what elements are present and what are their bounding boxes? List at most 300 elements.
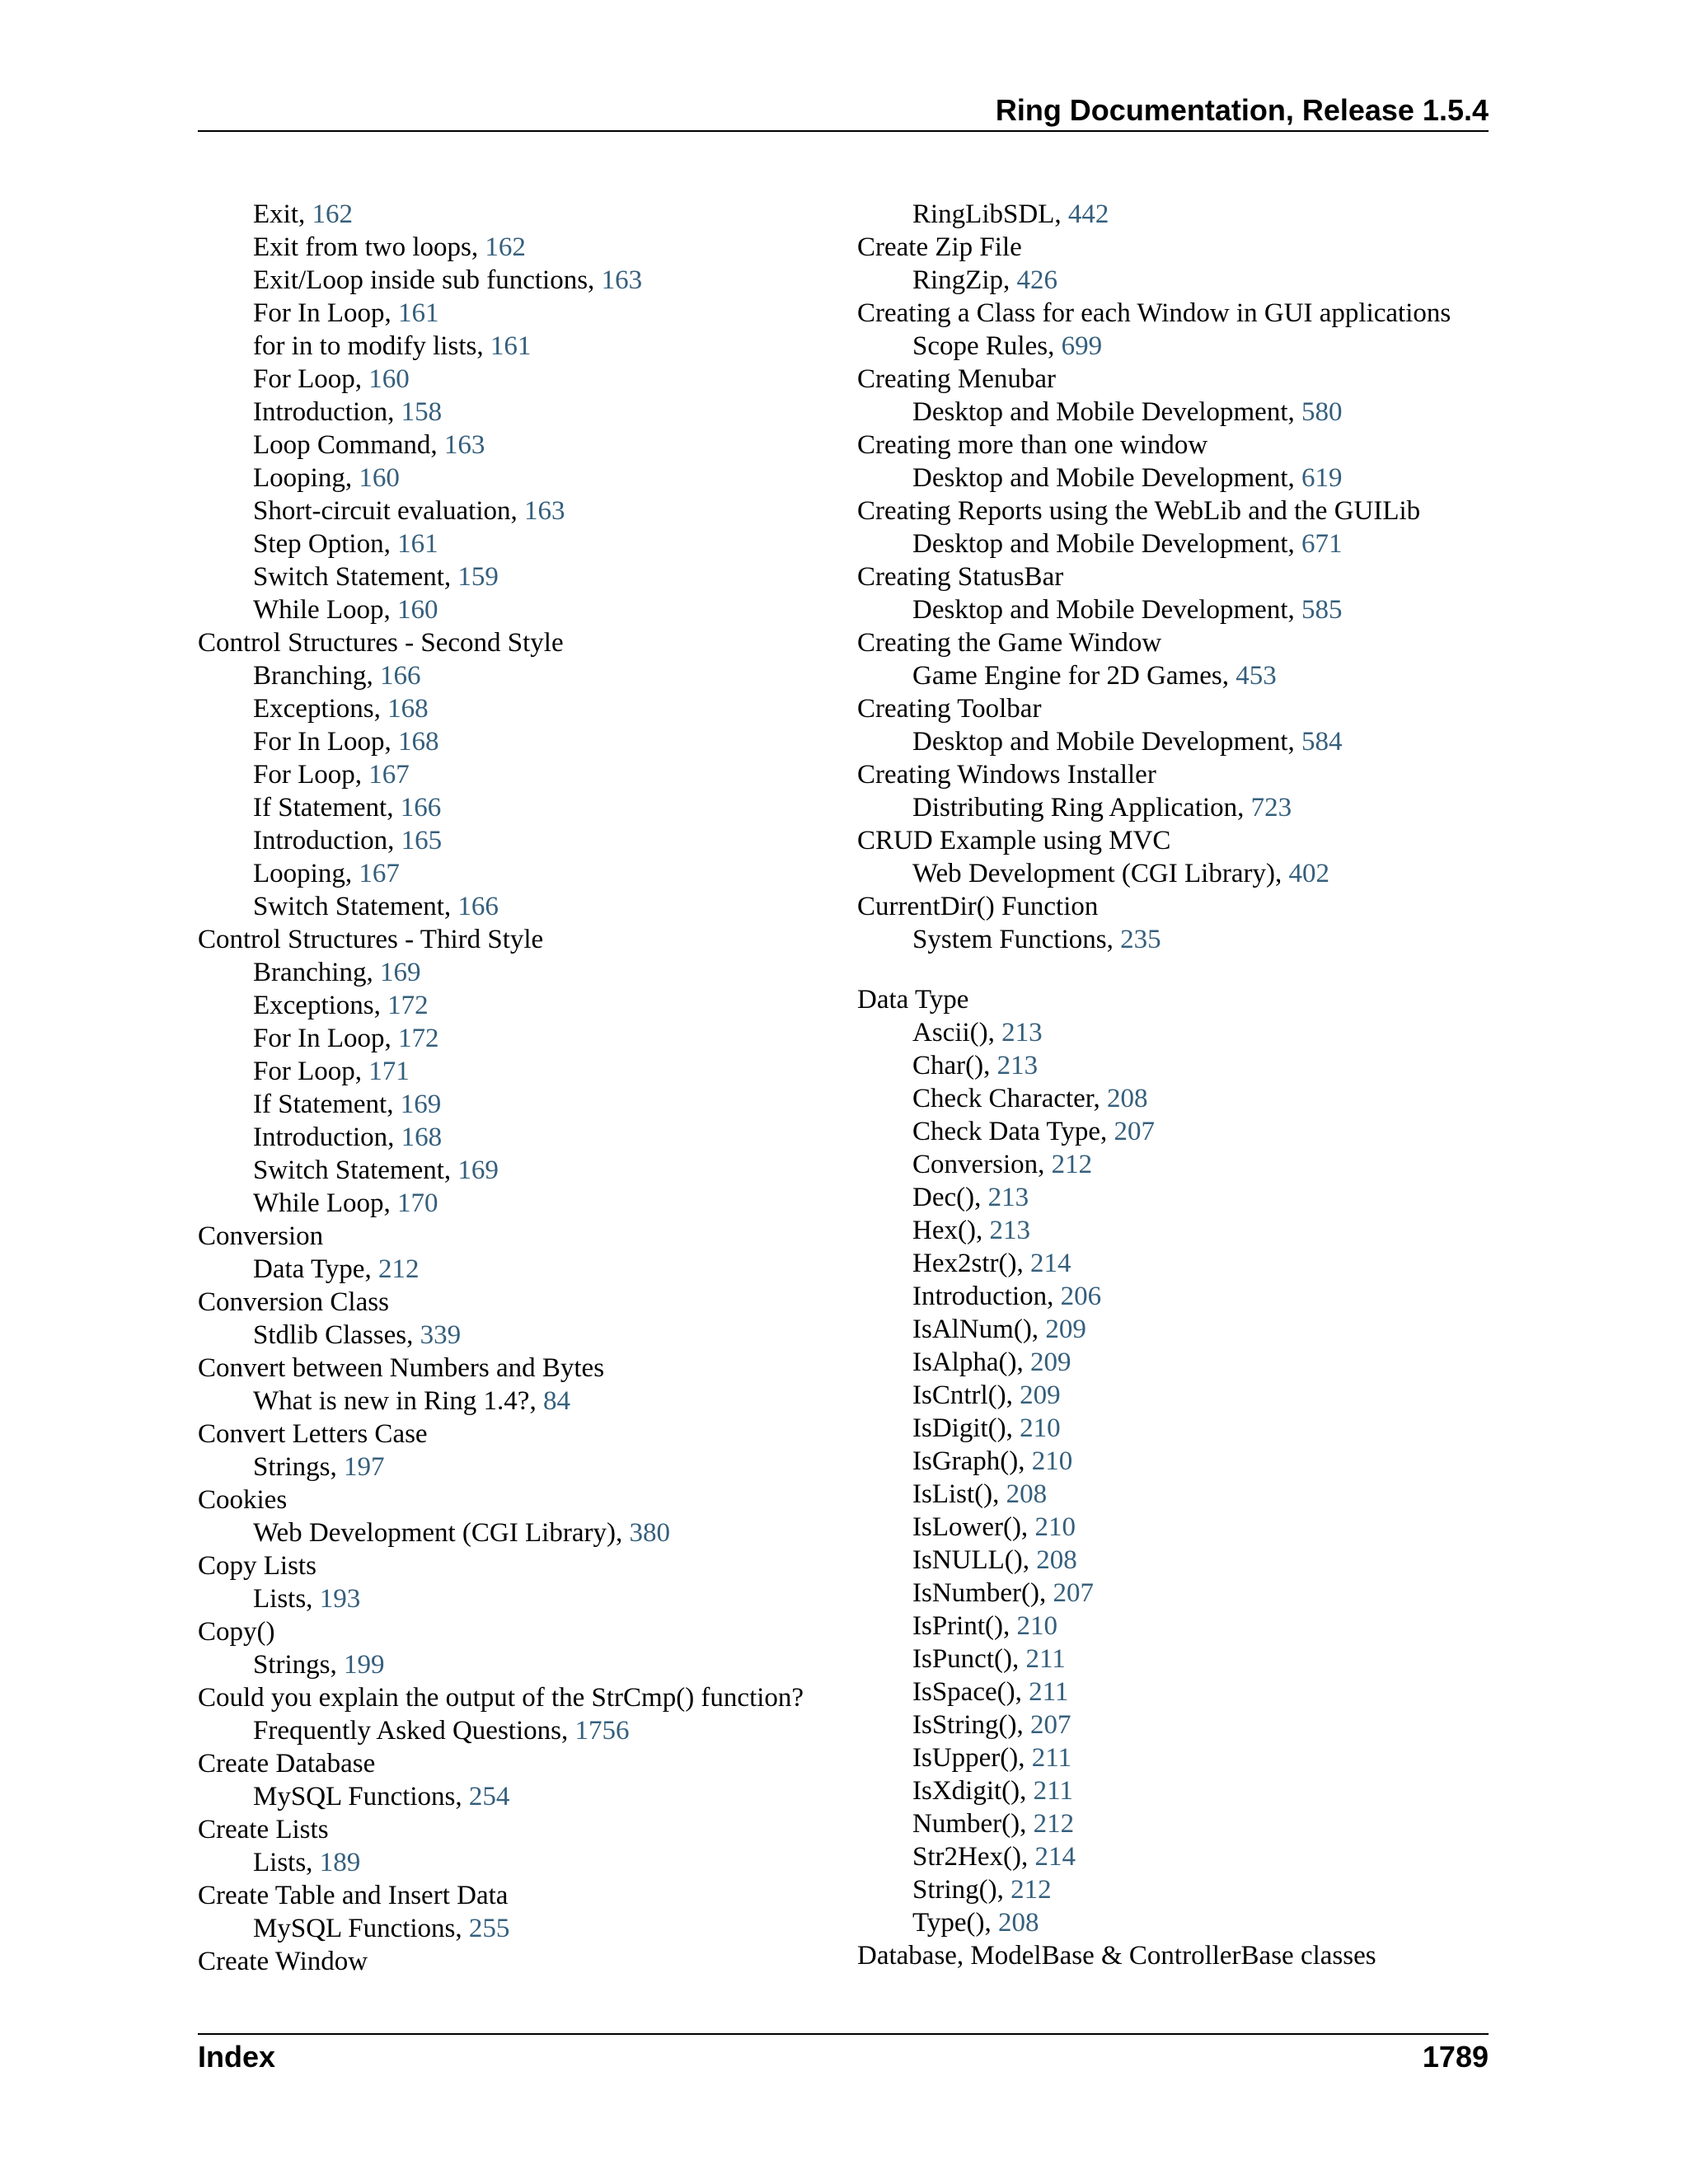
page-number-link[interactable]: 168 <box>387 694 429 724</box>
index-subentry <box>857 1610 1500 1643</box>
index-entry-label: Frequently Asked Questions, <box>253 1716 575 1746</box>
index-entry-label: IsPunct(), <box>912 1644 1026 1674</box>
index-entry-label: Exceptions, <box>253 991 388 1020</box>
index-entry <box>198 1813 824 1846</box>
index-entry-label: For Loop, <box>253 364 369 394</box>
page-number-link[interactable]: 212 <box>1010 1875 1052 1905</box>
index-subentry <box>857 1016 1500 1049</box>
index-entry-label: Char(), <box>912 1051 997 1080</box>
index-subentry <box>198 791 824 824</box>
index-entry-label: Strings, <box>253 1650 345 1680</box>
page-number-link[interactable]: 169 <box>457 1155 499 1185</box>
page-number-link[interactable]: 166 <box>457 892 499 921</box>
page-number-link[interactable]: 210 <box>1016 1611 1057 1641</box>
index-entry-label: Ascii(), <box>912 1018 1002 1047</box>
index-entry-label: Create Table and Insert Data <box>198 1881 509 1910</box>
index-subentry <box>857 1247 1500 1280</box>
index-entry <box>857 626 1500 659</box>
index-subentry <box>857 330 1500 363</box>
index-entry-label: Copy Lists <box>198 1551 316 1581</box>
index-subentry <box>198 330 824 363</box>
page-number-link[interactable]: 168 <box>398 727 439 757</box>
index-subentry <box>198 1253 824 1286</box>
page-number-link[interactable]: 167 <box>359 859 400 888</box>
index-subentry <box>198 1187 824 1220</box>
index-subentry <box>857 1544 1500 1577</box>
index-entry <box>857 758 1500 791</box>
index-entry-label: Short-circuit evaluation, <box>253 496 524 526</box>
index-subentry <box>857 1741 1500 1774</box>
index-entry-label: Distributing Ring Application, <box>912 793 1251 823</box>
index-entry-label: IsList(), <box>912 1479 1006 1509</box>
index-subentry <box>198 1451 824 1483</box>
page-number-link[interactable]: 453 <box>1236 661 1277 691</box>
index-entry <box>857 297 1500 330</box>
page-number-link[interactable]: 207 <box>1053 1578 1094 1608</box>
index-entry <box>198 923 824 956</box>
page-number-link[interactable]: 161 <box>397 529 438 559</box>
page-number-link[interactable]: 166 <box>379 661 421 691</box>
index-subentry <box>198 396 824 429</box>
index-subentry <box>857 1082 1500 1115</box>
page-number-link[interactable]: 585 <box>1301 595 1343 625</box>
page-number-link[interactable]: 208 <box>997 1908 1039 1938</box>
index-entry-label: Check Character, <box>912 1084 1107 1113</box>
index-subentry <box>198 1582 824 1615</box>
index-entry <box>198 1615 824 1648</box>
index-subentry <box>857 1214 1500 1247</box>
index-column-right <box>857 198 1500 1972</box>
page-number-link[interactable]: 209 <box>1029 1347 1071 1377</box>
page-number-link[interactable]: 580 <box>1301 397 1343 427</box>
index-entry-label: IsNULL(), <box>912 1545 1037 1575</box>
page-number-link[interactable]: 193 <box>319 1584 361 1614</box>
index-subentry <box>198 989 824 1022</box>
index-entry <box>198 1418 824 1451</box>
index-subentry <box>198 890 824 923</box>
index-entry-label: Web Development (CGI Library), <box>253 1518 630 1548</box>
footer-page-number: 1789 <box>1422 2040 1489 2074</box>
page-number-link[interactable]: 213 <box>987 1183 1029 1212</box>
page-number-link[interactable]: 209 <box>1045 1315 1086 1344</box>
page-number-link[interactable]: 211 <box>1031 1743 1072 1773</box>
index-subentry <box>857 1445 1500 1478</box>
index-entry-label: IsDigit(), <box>912 1413 1020 1443</box>
page-number-link[interactable]: 160 <box>397 595 438 625</box>
index-subentry <box>198 692 824 725</box>
index-entry-label: For In Loop, <box>253 727 398 757</box>
index-subentry <box>857 1643 1500 1675</box>
index-entry-label: Stdlib Classes, <box>253 1320 420 1350</box>
index-subentry <box>857 923 1500 956</box>
index-entry-label: For In Loop, <box>253 298 398 328</box>
page-number-link[interactable]: 210 <box>1020 1413 1061 1443</box>
index-subentry <box>198 527 824 560</box>
index-subentry <box>857 857 1500 890</box>
page-number-link[interactable]: 166 <box>400 793 442 823</box>
running-header-title: Ring Documentation, Release 1.5.4 <box>995 93 1489 127</box>
page-number-link[interactable]: 171 <box>368 1057 410 1086</box>
index-entry-label: Game Engine for 2D Games, <box>912 661 1236 691</box>
index-subentry <box>857 1774 1500 1807</box>
page-number-link[interactable]: 213 <box>996 1051 1039 1080</box>
index-subentry <box>857 1807 1500 1840</box>
index-entry <box>857 363 1500 396</box>
index-entry-label: Create Zip File <box>857 232 1022 262</box>
index-subentry <box>857 1280 1500 1313</box>
index-entry-label: Conversion <box>198 1221 324 1251</box>
index-entry-label: IsString(), <box>912 1710 1030 1740</box>
index-entry-label: System Functions, <box>912 925 1121 954</box>
index-entry-label: Branching, <box>253 661 380 691</box>
index-entry-label: Looping, <box>253 463 359 493</box>
index-entry-label: Web Development (CGI Library), <box>912 859 1289 888</box>
page-number-link[interactable]: 207 <box>1114 1117 1156 1146</box>
page-number-link[interactable]: 163 <box>601 265 643 295</box>
page-number-link[interactable]: 255 <box>468 1914 510 1943</box>
page-number-link[interactable]: 199 <box>344 1650 385 1680</box>
page-number-link[interactable]: 165 <box>401 826 443 855</box>
index-subentry <box>857 1478 1500 1511</box>
index-subentry <box>857 1148 1500 1181</box>
index-subentry <box>198 363 824 396</box>
index-entry-label: RingLibSDL, <box>912 199 1068 229</box>
index-entry-label: Conversion Class <box>198 1287 389 1317</box>
index-entry-label: Exit from two loops, <box>253 232 485 262</box>
index-entry-label: Switch Statement, <box>253 562 458 592</box>
index-entry-label: Convert between Numbers and Bytes <box>198 1353 605 1383</box>
index-entry-label: Exit, <box>253 199 312 229</box>
index-entry-label: Scope Rules, <box>912 331 1062 361</box>
page-number-link[interactable]: 339 <box>420 1320 462 1350</box>
page-number-link[interactable]: 161 <box>398 298 439 328</box>
page-number-link[interactable]: 169 <box>379 958 421 987</box>
page-number-link[interactable]: 158 <box>401 397 443 427</box>
index-entry-label: What is new in Ring 1.4?, <box>253 1386 543 1416</box>
index-entry <box>857 1939 1500 1972</box>
page-number-link[interactable]: 167 <box>368 760 410 790</box>
index-subentry <box>198 758 824 791</box>
page-number-link[interactable]: 1756 <box>574 1716 630 1746</box>
index-subentry <box>198 857 824 890</box>
index-subentry <box>198 1022 824 1055</box>
index-entry <box>198 1220 824 1253</box>
index-column-left <box>198 198 824 1978</box>
index-entry-label: Switch Statement, <box>253 892 458 921</box>
index-subentry <box>198 1714 824 1747</box>
page-number-link[interactable]: 214 <box>1029 1249 1071 1278</box>
index-entry-label: MySQL Functions, <box>253 1782 469 1811</box>
index-entry-label: Introduction, <box>253 826 401 855</box>
index-entry-label: Desktop and Mobile Development, <box>912 595 1301 625</box>
index-subentry <box>198 264 824 297</box>
page-number-link[interactable]: 208 <box>1106 1084 1148 1113</box>
index-entry-label: Convert Letters Case <box>198 1419 428 1449</box>
index-entry-label: Data Type, <box>253 1254 378 1284</box>
index-entry-label: IsCntrl(), <box>912 1380 1020 1410</box>
index-subentry <box>198 198 824 231</box>
page-number-link[interactable]: 162 <box>312 199 353 229</box>
index-subentry <box>857 1115 1500 1148</box>
index-entry-label: IsSpace(), <box>912 1677 1029 1707</box>
index-entry-label: IsPrint(), <box>912 1611 1017 1641</box>
index-subentry <box>857 462 1500 494</box>
index-entry-label: Database, ModelBase & ControllerBase classes <box>857 1941 1376 1971</box>
index-entry-label: String(), <box>912 1875 1011 1905</box>
index-entry-label: Number(), <box>912 1809 1034 1839</box>
index-entry-label: for in to modify lists, <box>253 331 490 361</box>
footer-rule <box>198 2033 1489 2035</box>
index-entry <box>857 494 1500 527</box>
index-entry-label: While Loop, <box>253 1188 398 1218</box>
index-entry-label: Strings, <box>253 1452 345 1482</box>
index-subentry <box>857 1675 1500 1708</box>
index-subentry <box>198 1846 824 1879</box>
page-number-link[interactable]: 169 <box>400 1090 442 1119</box>
index-entry-label: Looping, <box>253 859 359 888</box>
index-entry-label: Create Database <box>198 1749 376 1779</box>
index-entry-label: Copy() <box>198 1617 275 1647</box>
page-number-link[interactable]: 211 <box>1033 1776 1073 1806</box>
index-entry-label: Type(), <box>912 1908 998 1938</box>
index-subentry <box>857 1049 1500 1082</box>
index-entry <box>857 429 1500 462</box>
index-subentry <box>857 593 1500 626</box>
index-entry <box>857 824 1500 857</box>
index-subentry <box>857 1313 1500 1346</box>
page-number-link[interactable]: 168 <box>401 1122 443 1152</box>
index-subentry <box>857 791 1500 824</box>
page-number-link[interactable]: 380 <box>629 1518 670 1548</box>
index-entry-label: Data Type <box>857 985 969 1015</box>
index-subentry <box>857 1511 1500 1544</box>
page-number-link[interactable]: 197 <box>344 1452 385 1482</box>
index-entry-label: For Loop, <box>253 1057 369 1086</box>
index-subentry <box>198 1385 824 1418</box>
page-number-link[interactable]: 170 <box>397 1188 438 1218</box>
index-subentry <box>198 1648 824 1681</box>
index-entry-label: Cookies <box>198 1485 288 1515</box>
index-entry-label: Creating Toolbar <box>857 694 1042 724</box>
index-subentry <box>198 494 824 527</box>
page-number-link[interactable]: 210 <box>1031 1446 1073 1476</box>
page-number-link[interactable]: 208 <box>1006 1479 1048 1509</box>
index-subentry <box>857 527 1500 560</box>
page-number-link[interactable]: 206 <box>1060 1282 1102 1311</box>
index-subentry <box>857 396 1500 429</box>
index-entry <box>198 1483 824 1516</box>
index-subentry <box>198 1912 824 1945</box>
index-entry-label: Conversion, <box>912 1150 1052 1179</box>
index-entry-label: Creating Reports using the WebLib and the GUILib <box>857 496 1421 526</box>
index-subentry <box>857 1840 1500 1873</box>
index-entry-label: IsXdigit(), <box>912 1776 1034 1806</box>
index-subentry <box>857 1181 1500 1214</box>
index-subentry <box>857 264 1500 297</box>
index-subentry <box>198 1154 824 1187</box>
page-number-link[interactable]: 212 <box>1033 1809 1075 1839</box>
page-number-link[interactable]: 699 <box>1061 331 1103 361</box>
index-entry <box>198 1747 824 1780</box>
index-entry-label: While Loop, <box>253 595 398 625</box>
index-entry <box>857 890 1500 923</box>
index-entry-label: IsNumber(), <box>912 1578 1053 1608</box>
page-number-link[interactable]: 671 <box>1301 529 1343 559</box>
index-entry-label: Exit/Loop inside sub functions, <box>253 265 602 295</box>
index-subentry <box>198 429 824 462</box>
index-entry-label: For Loop, <box>253 760 369 790</box>
index-entry <box>857 231 1500 264</box>
index-entry-label: Desktop and Mobile Development, <box>912 727 1301 757</box>
index-entry-label: Check Data Type, <box>912 1117 1114 1146</box>
index-entry <box>198 1945 824 1978</box>
page-number-link[interactable]: 209 <box>1020 1380 1061 1410</box>
index-subentry <box>198 1319 824 1352</box>
page-number-link[interactable]: 211 <box>1025 1644 1066 1674</box>
index-entry-label: Lists, <box>253 1584 320 1614</box>
index-entry-label: IsGraph(), <box>912 1446 1032 1476</box>
index-entry-label: IsLower(), <box>912 1512 1035 1542</box>
index-entry-label: IsUpper(), <box>912 1743 1032 1773</box>
index-entry-label: CRUD Example using MVC <box>857 826 1171 855</box>
index-subentry <box>198 560 824 593</box>
page-number-link[interactable]: 172 <box>387 991 429 1020</box>
index-entry <box>198 626 824 659</box>
index-subentry <box>857 1346 1500 1379</box>
page-number-link[interactable]: 160 <box>359 463 400 493</box>
page-number-link[interactable]: 442 <box>1067 199 1109 229</box>
index-entry-label: Lists, <box>253 1848 320 1877</box>
page-number-link[interactable]: 162 <box>485 232 526 262</box>
index-subentry <box>857 725 1500 758</box>
index-subentry <box>198 1088 824 1121</box>
page-number-link[interactable]: 163 <box>443 430 485 460</box>
index-entry <box>857 983 1500 1016</box>
page-number-link[interactable]: 723 <box>1250 793 1292 823</box>
index-entry-label: Creating Windows Installer <box>857 760 1156 790</box>
index-subentry <box>198 1780 824 1813</box>
index-subentry <box>857 1906 1500 1939</box>
index-subentry <box>198 593 824 626</box>
index-entry-label: RingZip, <box>912 265 1017 295</box>
page-number-link[interactable]: 426 <box>1016 265 1058 295</box>
page-number-link[interactable]: 161 <box>490 331 532 361</box>
page-number-link[interactable]: 212 <box>1051 1150 1093 1179</box>
index-entry <box>198 1286 824 1319</box>
index-entry-label: MySQL Functions, <box>253 1914 469 1943</box>
page-number-link[interactable]: 163 <box>524 496 565 526</box>
page-number-link[interactable]: 254 <box>468 1782 510 1811</box>
page-number-link[interactable]: 207 <box>1030 1710 1071 1740</box>
index-entry-label: Creating a Class for each Window in GUI applications <box>857 298 1451 328</box>
index-subentry <box>198 1516 824 1549</box>
index-entry-label: Branching, <box>253 958 380 987</box>
index-entry-label: Dec(), <box>912 1183 988 1212</box>
index-subentry <box>198 231 824 264</box>
page-number-link[interactable]: 160 <box>368 364 410 394</box>
page-number-link[interactable]: 619 <box>1301 463 1343 493</box>
page-number-link[interactable]: 214 <box>1034 1842 1076 1872</box>
page-number-link[interactable]: 235 <box>1120 925 1161 954</box>
header-rule <box>198 130 1489 132</box>
index-subentry <box>857 198 1500 231</box>
index-subentry <box>198 1055 824 1088</box>
page-number-link[interactable]: 402 <box>1288 859 1329 888</box>
index-entry-label: IsAlpha(), <box>912 1347 1030 1377</box>
index-entry-label: Introduction, <box>253 397 401 427</box>
index-entry-label: Desktop and Mobile Development, <box>912 529 1301 559</box>
index-entry-label: Str2Hex(), <box>912 1842 1035 1872</box>
index-entry-label: If Statement, <box>253 1090 401 1119</box>
index-entry-label: Step Option, <box>253 529 398 559</box>
page-number-link[interactable]: 172 <box>398 1024 439 1053</box>
index-subentry <box>857 1873 1500 1906</box>
index-subentry <box>857 1379 1500 1412</box>
page-number-link[interactable]: 210 <box>1034 1512 1076 1542</box>
index-entry-label: Control Structures - Second Style <box>198 628 564 658</box>
index-entry-label: Introduction, <box>253 1122 401 1152</box>
page-number-link[interactable]: 212 <box>377 1254 420 1284</box>
index-subentry <box>198 297 824 330</box>
index-entry <box>198 1352 824 1385</box>
page-number-link[interactable]: 213 <box>1001 1018 1043 1047</box>
index-entry <box>857 560 1500 593</box>
index-entry-label: Hex(), <box>912 1216 990 1245</box>
index-subentry <box>198 956 824 989</box>
index-entry <box>857 692 1500 725</box>
index-entry-label: Could you explain the output of the StrCmp() function? <box>198 1683 804 1713</box>
index-entry-label: Create Lists <box>198 1815 329 1844</box>
index-subentry <box>198 462 824 494</box>
index-entry <box>198 1879 824 1912</box>
index-subentry <box>198 725 824 758</box>
index-entry-label: For In Loop, <box>253 1024 398 1053</box>
index-entry-label: Control Structures - Third Style <box>198 925 544 954</box>
index-subentry <box>857 659 1500 692</box>
index-subentry <box>198 824 824 857</box>
index-subentry <box>857 1577 1500 1610</box>
page-number-link[interactable]: 159 <box>457 562 499 592</box>
index-entry-label: Create Window <box>198 1947 368 1976</box>
index-entry <box>198 1681 824 1714</box>
index-entry-label: Loop Command, <box>253 430 444 460</box>
index-entry-label: Creating more than one window <box>857 430 1208 460</box>
index-entry-label: Creating StatusBar <box>857 562 1064 592</box>
index-subentry <box>857 1412 1500 1445</box>
index-subentry <box>857 1708 1500 1741</box>
page-number-link[interactable]: 189 <box>319 1848 361 1877</box>
index-entry-label: If Statement, <box>253 793 401 823</box>
index-entry <box>198 1549 824 1582</box>
page-number-link[interactable]: 213 <box>989 1216 1030 1245</box>
index-entry-label: CurrentDir() Function <box>857 892 1099 921</box>
index-entry-label: Switch Statement, <box>253 1155 458 1185</box>
index-subentry <box>198 1121 824 1154</box>
page-number-link[interactable]: 208 <box>1036 1545 1077 1575</box>
page-number-link[interactable]: 211 <box>1029 1677 1069 1707</box>
index-entry-label: Exceptions, <box>253 694 388 724</box>
index-entry-label: Hex2str(), <box>912 1249 1030 1278</box>
index-entry-label: Desktop and Mobile Development, <box>912 397 1301 427</box>
index-entry-label: Creating Menubar <box>857 364 1057 394</box>
index-entry-label: Introduction, <box>912 1282 1061 1311</box>
index-subentry <box>198 659 824 692</box>
index-entry-label: IsAlNum(), <box>912 1315 1046 1344</box>
page-number-link[interactable]: 584 <box>1301 727 1343 757</box>
index-entry-label: Desktop and Mobile Development, <box>912 463 1301 493</box>
footer-section-label: Index <box>198 2040 276 2074</box>
page-number-link[interactable]: 84 <box>542 1386 570 1416</box>
